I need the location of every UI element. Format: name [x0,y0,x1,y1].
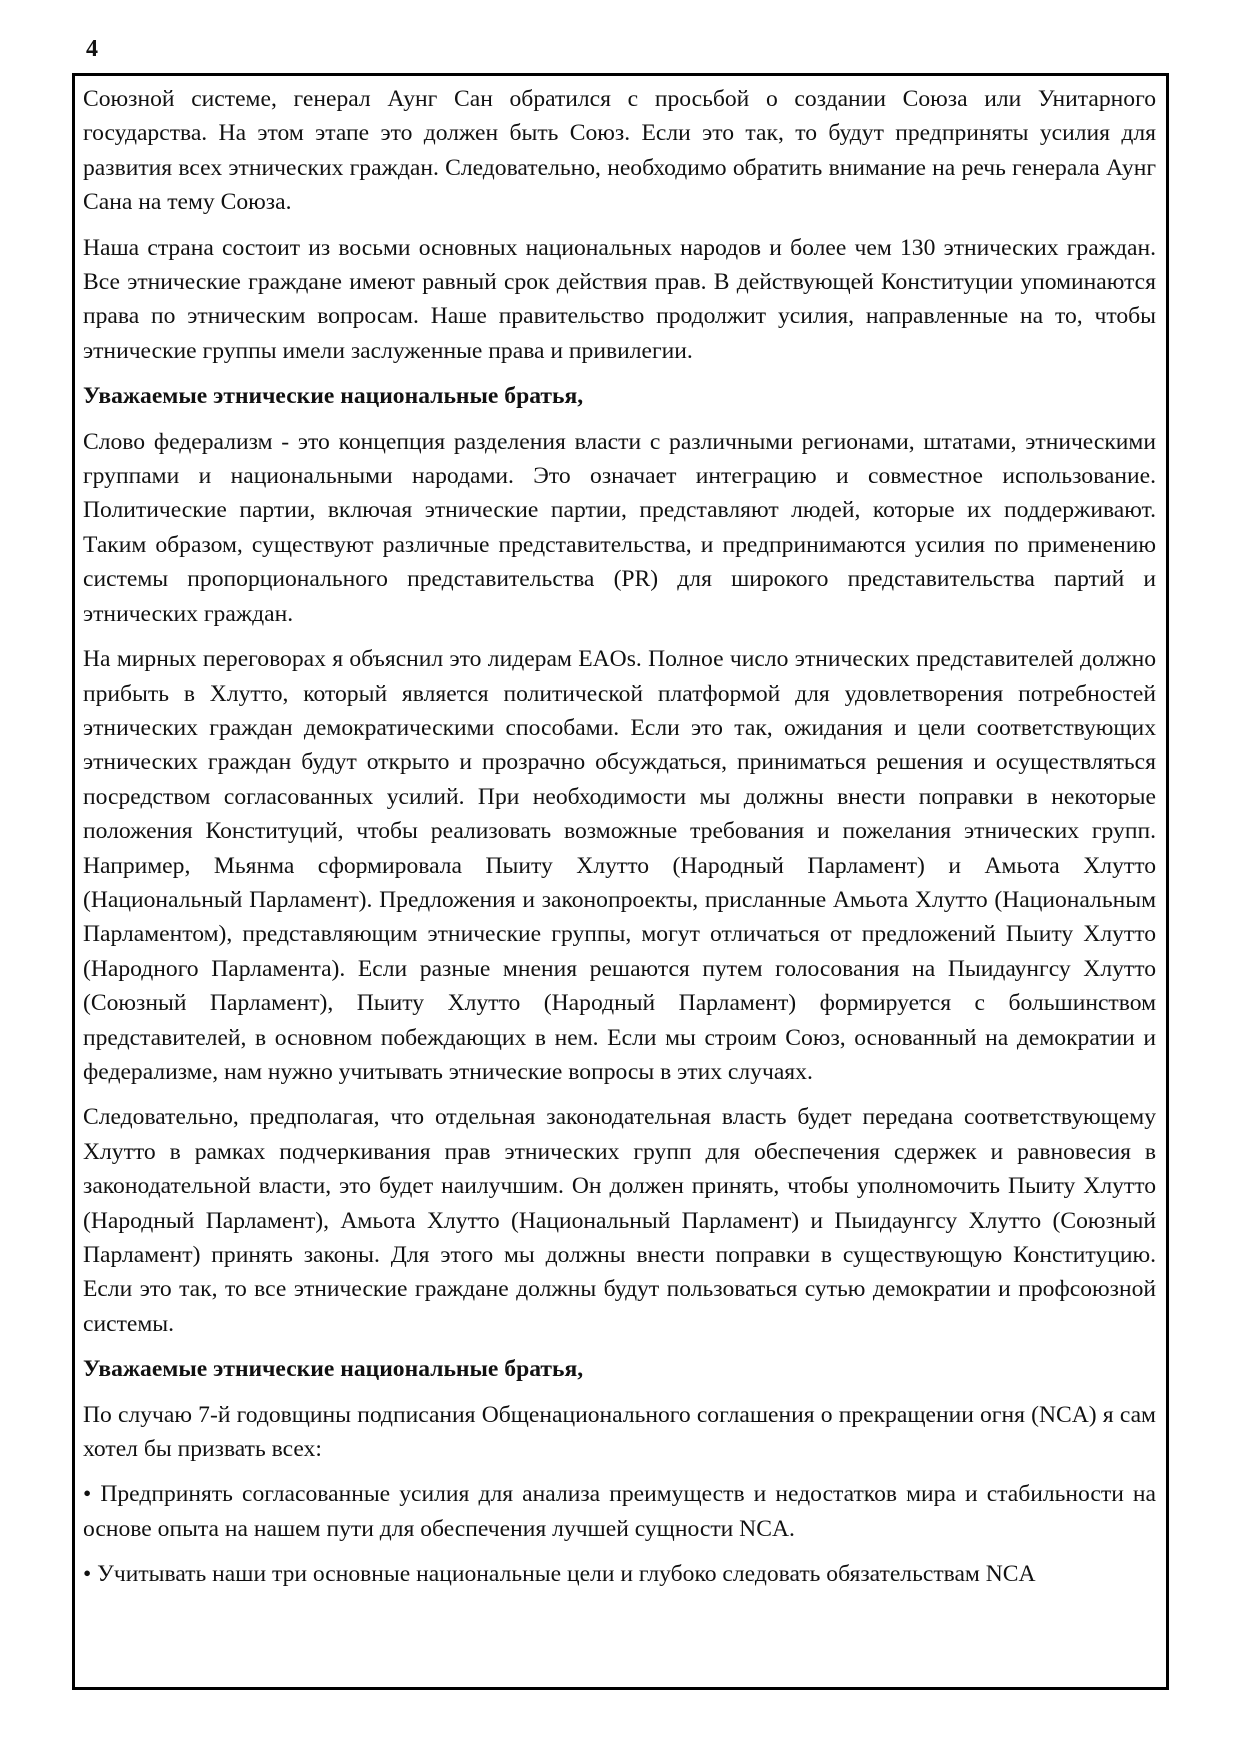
paragraph-legislative-power: Следовательно, предполагая, что отдельная законодательная власть будет передана соответствующему Хлутто в рамках подчеркивания прав этнических групп для обеспечения сдержек и равновесия в законодательной власти, это будет наилучшим. Он должен принять, чтобы уполномочить Пыиту Хлутто (Народный Парламент), Амьота Хлутто (Национальный Парламент) и Пыидаунгсу Хлутто (Союзный Парламент) принять законы. Для этого мы должны внести поправки в существующую Конституцию. Если это так, то все этнические граждане должны будут пользоваться сутью демократии и профсоюзной системы. [83,1104,1156,1337]
paragraph-national-peoples: Наша страна состоит из восьми основных национальных народов и более чем 130 этнических граждан. Все этнические граждане имеют равный срок действия прав. В действующей Конституции упоминаются права по этническим вопросам. Наше правительство продолжит усилия, направленные на то, чтобы этнические группы имели заслуженные права и привилегии. [83,234,1156,364]
bullet-item: • Учитывать наши три основные национальные цели и глубоко следовать обязательствам NCA [83,1561,1036,1588]
salutation-heading: Уважаемые этнические национальные братья, [83,383,584,410]
paragraph-nca-anniversary: По случаю 7-й годовщины подписания Общенационального соглашения о прекращении огня (NCA) я сам хотел бы призвать всех: [83,1401,1156,1463]
page-number: 4 [86,36,98,62]
text-frame [72,73,1169,1690]
paragraph-union-system: Союзной системе, генерал Аунг Сан обратился с просьбой о создании Союза или Унитарного государства. На этом этапе это должен быть Союз. Если это так, то будут предприняты усилия для развития всех этнических граждан. Следовательно, необходимо обратить внимание на речь генерала Аунг Сана на тему Союза. [83,86,1156,216]
paragraph-peace-talks: На мирных переговорах я объяснил это лидерам EAOs. Полное число этнических представителей должно прибыть в Хлутто, который является политической платформой для удовлетворения потребностей этнических граждан демократическими способами. Если это так, ожидания и цели соответствующих этнических граждан будут открыто и прозрачно обсуждаться, приниматься решения и осуществляться посредством согласованных усилий. При необходимости мы должны внести поправки в некоторые положения Конституций, чтобы реализовать возможные требования и пожелания этнических групп. Например, Мьянма сформировала Пыиту Хлутто (Народный Парламент) и Амьота Хлутто (Национальный Парламент). Предложения и законопроекты, присланные Амьота Хлутто (Национальным Парламентом), представляющим этнические группы, могут отличаться от предложений Пыиту Хлутто (Народного Парламента). Если разные мнения решаются путем голосования на Пыидаунгсу Хлутто (Союзный Парламент), Пыиту Хлутто (Народный Парламент) формируется с большинством представителей, в основном побеждающих в нем. Если мы строим Союз, основанный на демократии и федерализме, нам нужно учитывать этнические вопросы в этих случаях. [83,646,1156,1085]
bullet-item: • Предпринять согласованные усилия для анализа преимуществ и недостатков мира и стабильности на основе опыта на нашем пути для обеспечения лучшей сущности NCA. [83,1481,1156,1542]
salutation-heading: Уважаемые этнические национальные братья, [83,1356,584,1383]
paragraph-federalism: Слово федерализм - это концепция разделения власти с различными регионами, штатами, этническими группами и национальными народами. Это означает интеграцию и совместное использование. Политические партии, включая этнические партии, представляют людей, которые их поддерживают. Таким образом, существуют различные представительства, и предпринимаются усилия по применению системы пропорционального представительства (PR) для широкого представительства партий и этнических граждан. [83,428,1156,627]
